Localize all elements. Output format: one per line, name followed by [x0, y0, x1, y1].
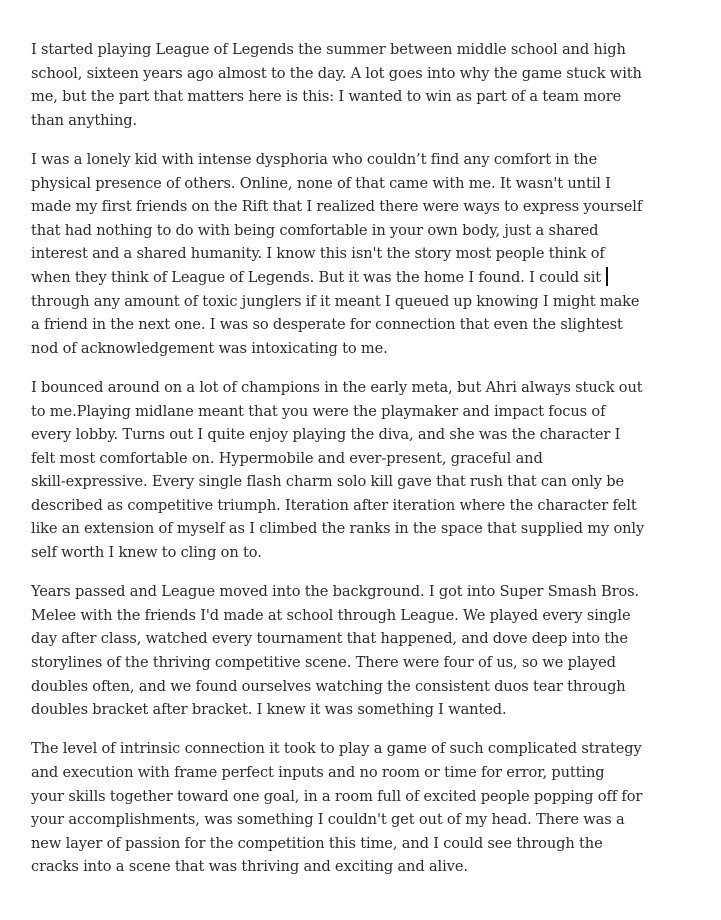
text-line — [31, 266, 659, 290]
text-line-content: and execution with frame perfect inputs and no room or time for error, putting — [31, 764, 605, 781]
text-line-content: new layer of passion for the competition this time, and I could see through the — [31, 834, 603, 852]
text-line-content: a friend in the next one. I was so desperate for connection that even the slightest — [31, 316, 623, 334]
text-line — [31, 517, 659, 541]
text-line-content: to me.Playing midlane meant that you were the playmaker and impact focus of — [31, 402, 606, 420]
text-line — [31, 580, 659, 604]
text-line — [31, 541, 659, 565]
text-line-content: that had nothing to do with being comfortable in your own body, just a shared — [31, 221, 599, 239]
text-line — [31, 627, 659, 651]
text-line — [31, 38, 659, 62]
text-line — [31, 651, 659, 675]
text-line-content: physical presence of others. Online, none of that came with me. It wasn't until I — [31, 174, 611, 192]
text-line-content: self worth I knew to cling on to. — [31, 544, 262, 562]
text-line-content: made my first friends on the Rift that I realized there were ways to express yourself — [31, 198, 643, 216]
document-body[interactable] — [31, 38, 659, 895]
text-line — [31, 698, 659, 722]
text-line-content: Years passed and League moved into the background. I got into Super Smash Bros. — [31, 583, 640, 601]
text-line-content: than anything. — [31, 111, 138, 129]
text-line — [31, 447, 659, 471]
text-line-content: like an extension of myself as I climbed the ranks in the space that supplied my only — [31, 520, 645, 538]
text-line — [31, 604, 659, 628]
text-line-content: your accomplishments, was something I couldn't get out of my head. There was a — [31, 811, 625, 829]
paragraph — [31, 376, 659, 565]
text-line-content: described as competitive triumph. Iteration after iteration where the character felt — [31, 496, 637, 514]
text-line-content: I started playing League of Legends the summer between middle school and high — [31, 41, 626, 58]
text-line-content: nod of acknowledgement was intoxicating to me. — [31, 339, 388, 357]
paragraph — [31, 38, 659, 132]
text-line-content: I bounced around on a lot of champions in the early meta, but Ahri always stuck out — [31, 378, 643, 396]
text-line-content: every lobby. Turns out I quite enjoy playing the diva, and she was the character I — [31, 426, 621, 444]
text-line — [31, 494, 659, 518]
text-line-content: doubles bracket after bracket. I knew it was something I wanted. — [31, 701, 507, 719]
paragraph — [31, 580, 659, 722]
text-line — [31, 470, 659, 494]
text-line — [31, 337, 659, 361]
text-line — [31, 219, 659, 243]
text-line-content: me, but the part that matters here is this: I wanted to win as part of a team more — [31, 88, 622, 106]
text-line — [31, 62, 659, 86]
text-line-content: felt most comfortable on. Hypermobile and ever-present, graceful and — [31, 449, 543, 467]
text-line — [31, 808, 659, 832]
text-line — [31, 761, 659, 785]
text-line — [31, 290, 659, 314]
text-line-content: I was a lonely kid with intense dysphoria who couldn’t find any comfort in the — [31, 150, 598, 168]
text-line — [31, 172, 659, 196]
text-line-content: The level of intrinsic connection it took to play a game of such complicated strategy — [31, 740, 642, 758]
text-line — [31, 737, 659, 761]
text-line — [31, 148, 659, 172]
text-line — [31, 785, 659, 809]
text-line-content: your skills together toward one goal, in a room full of excited people popping off for — [31, 787, 643, 805]
text-line-content: through any amount of toxic junglers if it meant I queued up knowing I might make — [31, 292, 640, 310]
text-line — [31, 675, 659, 699]
text-line — [31, 423, 659, 447]
text-line — [31, 85, 659, 109]
text-line-content: day after class, watched every tournament that happened, and dove deep into the — [31, 630, 628, 648]
text-line — [31, 242, 659, 266]
text-line — [31, 195, 659, 219]
text-line — [31, 313, 659, 337]
text-line-content: Melee with the friends I'd made at school through League. We played every single — [31, 606, 631, 624]
text-line-content: interest and a shared humanity. I know this isn't the story most people think of — [31, 245, 605, 263]
text-line-content: doubles often, and we found ourselves watching the consistent duos tear through — [31, 677, 626, 695]
text-line-content: school, sixteen years ago almost to the day. A lot goes into why the game stuck with — [31, 64, 642, 82]
text-line-content: storylines of the thriving competitive scene. There were four of us, so we played — [31, 654, 616, 672]
text-line — [31, 832, 659, 856]
text-line-content: when they think of League of Legends. But it was the home I found. I could sit — [31, 268, 606, 286]
text-line — [31, 400, 659, 424]
text-cursor — [606, 267, 608, 286]
text-line — [31, 855, 659, 879]
text-line-content: skill-expressive. Every single flash charm solo kill gave that rush that can only be — [31, 473, 625, 491]
paragraph — [31, 148, 659, 360]
paragraph — [31, 737, 659, 879]
text-line — [31, 109, 659, 133]
text-line — [31, 376, 659, 400]
text-line-content: cracks into a scene that was thriving and exciting and alive. — [31, 858, 468, 876]
